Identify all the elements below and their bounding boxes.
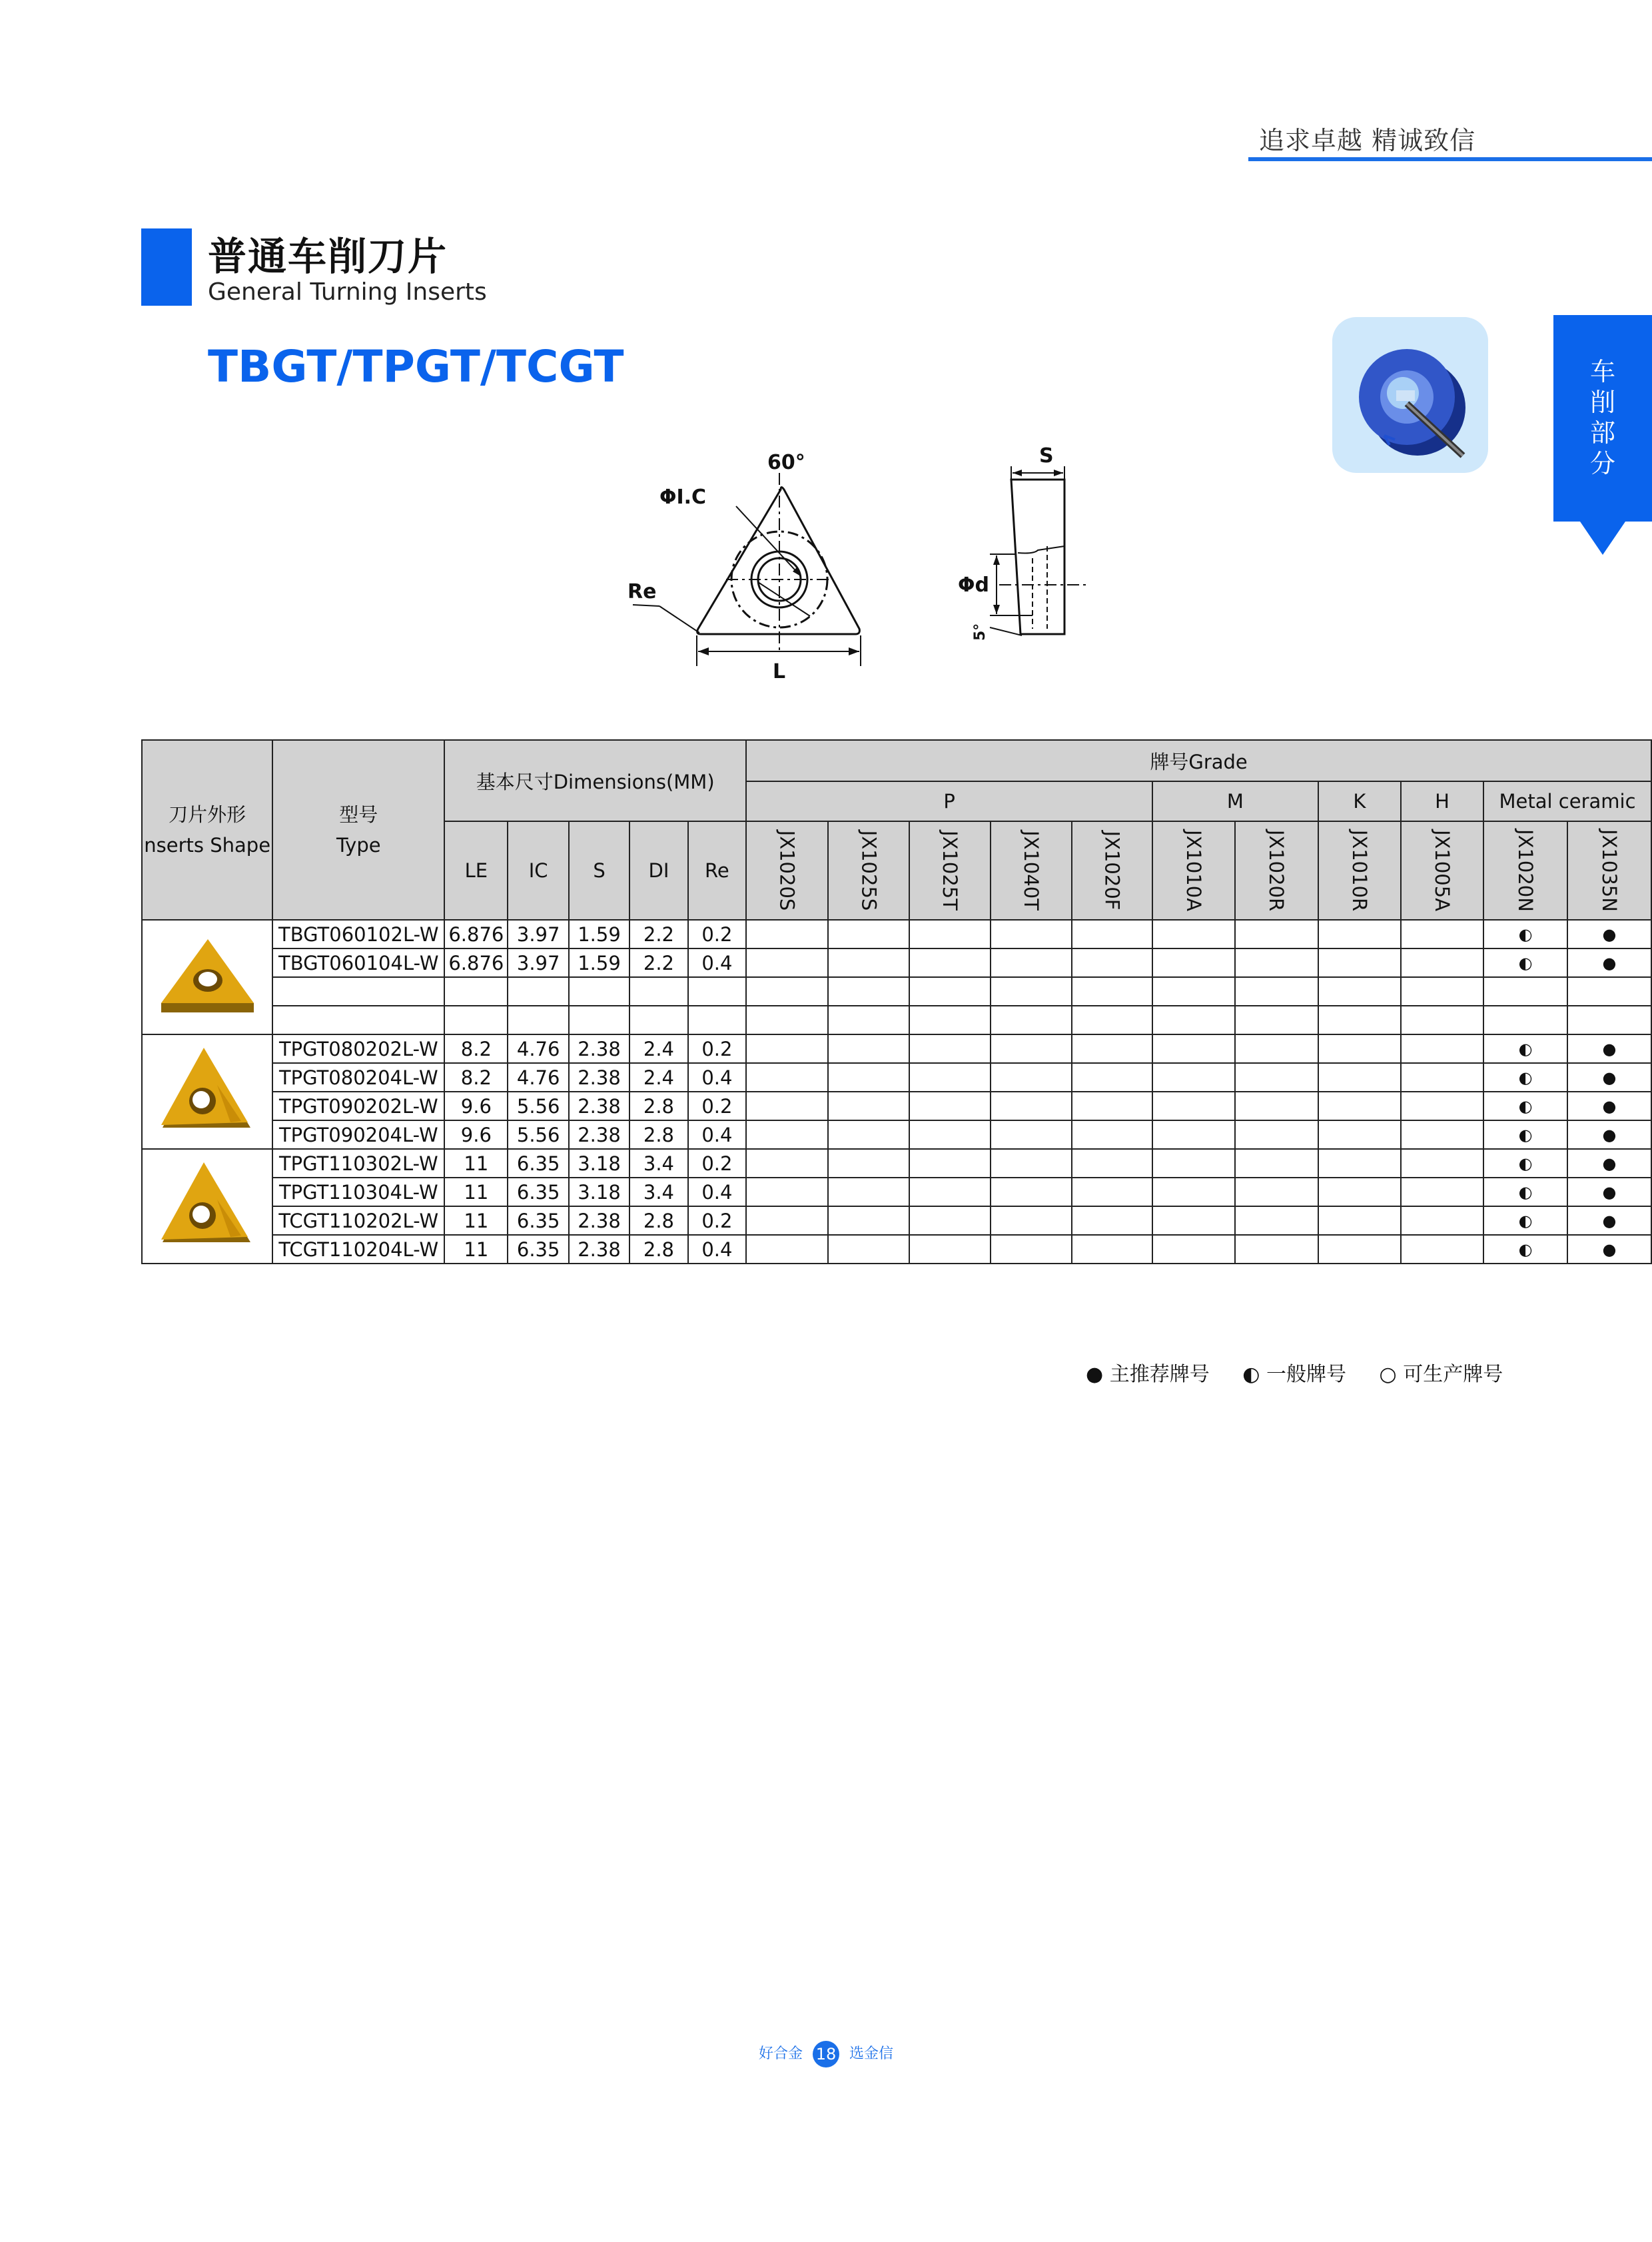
dimension-cell: 9.6 (444, 1120, 508, 1149)
page-number: 18 (813, 2041, 839, 2067)
grade-cell (991, 1006, 1072, 1034)
grade-cell (746, 1149, 828, 1178)
dimension-cell (629, 1006, 687, 1034)
grade-cell (746, 1178, 828, 1206)
dimension-cell: 6.35 (508, 1206, 568, 1235)
table-row (142, 977, 1651, 1006)
grade-cell (1235, 1120, 1318, 1149)
dimension-cell: 3.4 (629, 1178, 687, 1206)
grade-cell: ◐ (1483, 1092, 1567, 1120)
group-h: H (1401, 781, 1483, 821)
grade-cell (1235, 1149, 1318, 1178)
dimension-cell: 3.97 (508, 948, 568, 977)
dimension-cell: 0.4 (688, 948, 746, 977)
grade-col-label: JX1010A (1182, 829, 1206, 912)
grade-cell (1072, 1063, 1152, 1092)
dim-col-s: S (569, 821, 629, 920)
grade-cell (828, 1178, 910, 1206)
grade-cell (1152, 977, 1235, 1006)
grade-cell (1401, 977, 1483, 1006)
grade-cell (1235, 977, 1318, 1006)
grade-cell (1072, 1006, 1152, 1034)
grade-cell (1072, 1178, 1152, 1206)
grade-cell (828, 920, 910, 948)
dimension-cell (444, 977, 508, 1006)
dimension-cell: 11 (444, 1149, 508, 1178)
grade-cell (746, 1006, 828, 1034)
section-title-cn: 普通车削刀片 (208, 234, 448, 279)
insert-drawing (626, 440, 1106, 693)
turning-workpiece-icon (1332, 317, 1488, 473)
dimension-cell: 6.35 (508, 1178, 568, 1206)
grade-cell: ● (1567, 1149, 1651, 1178)
header-type: 型号 Type (272, 740, 444, 920)
type-cell: TPGT080204L-W (272, 1063, 444, 1092)
grade-cell (909, 977, 991, 1006)
table-row (142, 1178, 1651, 1206)
section-marker (141, 228, 192, 306)
grade-cell (1072, 1206, 1152, 1235)
grade-cell: ◐ (1483, 1149, 1567, 1178)
dim-col-le: LE (444, 821, 508, 920)
grade-cell (828, 948, 910, 977)
dimension-cell: 0.2 (688, 1206, 746, 1235)
grade-cell (1152, 1006, 1235, 1034)
grade-cell (746, 1235, 828, 1264)
group-m: M (1152, 781, 1318, 821)
header-slogan: 追求卓越 精诚致信 (1259, 126, 1476, 155)
dimension-cell: 0.2 (688, 920, 746, 948)
grade-cell (909, 1034, 991, 1063)
dimension-cell: 8.2 (444, 1063, 508, 1092)
grade-cell (909, 1178, 991, 1206)
grade-cell (1401, 1120, 1483, 1149)
grade-cell (1072, 1092, 1152, 1120)
grade-cell (1235, 1235, 1318, 1264)
grade-cell (1152, 1092, 1235, 1120)
grade-cell (1318, 1206, 1401, 1235)
grade-cell (1401, 1235, 1483, 1264)
grade-col-label: JX1020R (1265, 829, 1288, 912)
dimension-cell: 2.38 (569, 1206, 629, 1235)
grade-cell (1235, 1092, 1318, 1120)
table-row (142, 1206, 1651, 1235)
dimension-cell (688, 1006, 746, 1034)
grade-cell (1401, 920, 1483, 948)
grade-cell (1483, 977, 1567, 1006)
grade-cell: ● (1567, 1235, 1651, 1264)
type-cell: TCGT110204L-W (272, 1235, 444, 1264)
grade-cell (909, 1006, 991, 1034)
dimension-cell: 2.38 (569, 1063, 629, 1092)
grade-col-label: JX1020S (775, 830, 799, 911)
grade-cell (1567, 1006, 1651, 1034)
dimension-cell: 3.18 (569, 1178, 629, 1206)
dimension-cell (508, 1006, 568, 1034)
table-row (142, 1092, 1651, 1120)
type-cell (272, 977, 444, 1006)
grade-col (1152, 821, 1235, 920)
grade-cell (991, 1034, 1072, 1063)
grade-col (1401, 821, 1483, 920)
grade-cell (909, 1120, 991, 1149)
grade-cell: ● (1567, 1178, 1651, 1206)
grade-cell (909, 1235, 991, 1264)
dimension-cell: 0.2 (688, 1149, 746, 1178)
dimension-cell: 0.4 (688, 1235, 746, 1264)
table-row (142, 1149, 1651, 1178)
grade-cell (1152, 1149, 1235, 1178)
type-cell: TBGT060104L-W (272, 948, 444, 977)
dimension-cell: 6.35 (508, 1235, 568, 1264)
grade-col (746, 821, 828, 920)
grade-col-label: JX1010R (1348, 829, 1371, 912)
dimension-cell: 5.56 (508, 1120, 568, 1149)
grade-cell (1401, 1206, 1483, 1235)
grade-cell: ● (1567, 1120, 1651, 1149)
model-title: TBGT/TPGT/TCGT (208, 341, 624, 392)
grade-cell (746, 1034, 828, 1063)
dimension-cell: 11 (444, 1206, 508, 1235)
label-d: Φd (958, 573, 989, 597)
dimension-cell: 0.2 (688, 1092, 746, 1120)
dimension-cell: 0.4 (688, 1178, 746, 1206)
grade-cell (1401, 1034, 1483, 1063)
grade-legend (1086, 1357, 1503, 1387)
grade-cell (828, 1149, 910, 1178)
grade-cell (991, 1235, 1072, 1264)
header-dimensions: 基本尺寸Dimensions(MM) (444, 740, 746, 821)
dimension-cell: 6.876 (444, 948, 508, 977)
grade-cell (991, 1120, 1072, 1149)
header-grade: 牌号Grade (746, 740, 1651, 781)
grade-cell (746, 948, 828, 977)
grade-cell (828, 977, 910, 1006)
header-underline (1248, 157, 1652, 161)
grade-cell (991, 948, 1072, 977)
grade-cell (746, 1092, 828, 1120)
dim-col-di: DI (629, 821, 687, 920)
grade-cell (991, 977, 1072, 1006)
group-metal-ceramic: Metal ceramic (1483, 781, 1651, 821)
insert-shape-cell (142, 1149, 272, 1264)
dimension-cell (688, 977, 746, 1006)
dimension-cell: 0.2 (688, 1034, 746, 1063)
grade-cell (1072, 920, 1152, 948)
grade-cell (1401, 1178, 1483, 1206)
legend-main: ● 主推荐牌号 (1086, 1363, 1210, 1386)
dimension-cell: 2.8 (629, 1092, 687, 1120)
grade-cell (909, 1149, 991, 1178)
grade-cell (909, 920, 991, 948)
dimension-cell: 2.4 (629, 1063, 687, 1092)
grade-cell (1152, 1063, 1235, 1092)
grade-col (909, 821, 991, 920)
type-cell: TPGT090204L-W (272, 1120, 444, 1149)
dimension-cell: 6.876 (444, 920, 508, 948)
side-tab-turning[interactable] (1553, 315, 1652, 522)
dimension-cell: 2.8 (629, 1120, 687, 1149)
footer-left: 好合金 (758, 2046, 803, 2062)
grade-col (1235, 821, 1318, 920)
section-title-en: General Turning Inserts (208, 278, 487, 306)
dimension-cell: 2.4 (629, 1034, 687, 1063)
dimension-cell: 2.2 (629, 948, 687, 977)
grade-cell: ◐ (1483, 1178, 1567, 1206)
grade-cell: ◐ (1483, 948, 1567, 977)
grade-cell (1401, 1149, 1483, 1178)
grade-cell (909, 948, 991, 977)
grade-cell (828, 1063, 910, 1092)
grade-col-label: JX1020F (1100, 831, 1124, 911)
table-row (142, 1063, 1651, 1092)
grade-cell: ● (1567, 1034, 1651, 1063)
type-cell: TPGT080202L-W (272, 1034, 444, 1063)
grade-cell (1235, 1178, 1318, 1206)
dimension-cell: 0.4 (688, 1120, 746, 1149)
grade-col (828, 821, 910, 920)
label-ic: ΦI.C (659, 486, 707, 509)
dimension-cell: 2.38 (569, 1034, 629, 1063)
spec-table (141, 739, 1652, 1264)
type-cell: TCGT110202L-W (272, 1206, 444, 1235)
grade-cell (1235, 948, 1318, 977)
grade-cell (1072, 1149, 1152, 1178)
grade-cell: ● (1567, 948, 1651, 977)
type-cell: TBGT060102L-W (272, 920, 444, 948)
grade-cell (1401, 1063, 1483, 1092)
dimension-cell: 11 (444, 1178, 508, 1206)
grade-cell (1318, 1149, 1401, 1178)
header-shape: 刀片外形 nserts Shape (142, 740, 272, 920)
grade-cell: ◐ (1483, 1120, 1567, 1149)
side-tab-arrow (1580, 522, 1625, 555)
grade-cell (909, 1092, 991, 1120)
grade-cell (1318, 1034, 1401, 1063)
label-l: L (773, 660, 786, 683)
grade-cell (1072, 1235, 1152, 1264)
grade-cell (991, 920, 1072, 948)
grade-cell (1401, 1006, 1483, 1034)
dimension-cell: 2.8 (629, 1206, 687, 1235)
dimension-cell: 3.97 (508, 920, 568, 948)
label-5deg: 5° (972, 623, 989, 641)
grade-col (991, 821, 1072, 920)
type-cell: TPGT110304L-W (272, 1178, 444, 1206)
grade-cell (1072, 1120, 1152, 1149)
dimension-cell (569, 977, 629, 1006)
grade-cell (1152, 1206, 1235, 1235)
grade-cell (1235, 1006, 1318, 1034)
grade-cell (1318, 1092, 1401, 1120)
grade-cell (1318, 948, 1401, 977)
dimension-cell: 2.38 (569, 1235, 629, 1264)
dimension-cell: 1.59 (569, 920, 629, 948)
grade-cell (828, 1235, 910, 1264)
grade-col-label: JX1035N (1597, 829, 1621, 912)
dimension-cell: 8.2 (444, 1034, 508, 1063)
dimension-cell: 6.35 (508, 1149, 568, 1178)
table-row (142, 1235, 1651, 1264)
grade-cell (746, 1063, 828, 1092)
dimension-cell (629, 977, 687, 1006)
grade-cell: ◐ (1483, 1206, 1567, 1235)
turning-icon-card (1332, 317, 1488, 473)
grade-col (1072, 821, 1152, 920)
grade-cell (1235, 1063, 1318, 1092)
dimension-cell: 2.2 (629, 920, 687, 948)
grade-cell (1318, 920, 1401, 948)
grade-cell: ● (1567, 1206, 1651, 1235)
grade-cell (1318, 1006, 1401, 1034)
grade-col (1318, 821, 1401, 920)
grade-cell (1235, 920, 1318, 948)
grade-cell (1567, 977, 1651, 1006)
grade-cell: ● (1567, 1063, 1651, 1092)
grade-cell (828, 1006, 910, 1034)
grade-col (1567, 821, 1651, 920)
grade-cell (1318, 977, 1401, 1006)
grade-cell (991, 1149, 1072, 1178)
dim-col-ic: IC (508, 821, 568, 920)
grade-cell (828, 1034, 910, 1063)
dimension-cell (508, 977, 568, 1006)
grade-cell (991, 1178, 1072, 1206)
grade-cell (1401, 948, 1483, 977)
grade-cell (1318, 1120, 1401, 1149)
grade-cell: ● (1567, 1092, 1651, 1120)
table-row (142, 1120, 1651, 1149)
grade-col-label: JX1025S (857, 830, 881, 911)
dimension-cell: 5.56 (508, 1092, 568, 1120)
dimension-cell: 2.38 (569, 1120, 629, 1149)
grade-cell: ◐ (1483, 1063, 1567, 1092)
grade-cell (991, 1092, 1072, 1120)
label-re: Re (627, 580, 657, 603)
table-row (142, 920, 1651, 948)
footer-right: 选金信 (849, 2046, 894, 2062)
grade-cell (1235, 1206, 1318, 1235)
page-footer (666, 2041, 986, 2067)
table-row (142, 1006, 1651, 1034)
grade-cell (991, 1063, 1072, 1092)
label-60deg: 60° (767, 451, 805, 474)
grade-cell (1072, 1034, 1152, 1063)
grade-cell (1152, 1120, 1235, 1149)
insert-thumbnail-icon (157, 1045, 257, 1138)
grade-cell (909, 1063, 991, 1092)
grade-cell (1152, 920, 1235, 948)
grade-cell: ◐ (1483, 920, 1567, 948)
table-row (142, 1034, 1651, 1063)
spec-table-body (142, 920, 1651, 1264)
group-k: K (1318, 781, 1401, 821)
grade-cell (1483, 1006, 1567, 1034)
table-row (142, 948, 1651, 977)
grade-cell (828, 1120, 910, 1149)
insert-shape-cell (142, 920, 272, 1034)
grade-cell: ◐ (1483, 1235, 1567, 1264)
type-cell: TPGT090202L-W (272, 1092, 444, 1120)
insert-thumbnail-icon (157, 934, 257, 1020)
grade-cell (1318, 1235, 1401, 1264)
side-tab-label: 车 削 部 分 (1589, 357, 1615, 478)
dimension-cell: 3.18 (569, 1149, 629, 1178)
label-s: S (1039, 444, 1054, 468)
grade-cell: ◐ (1483, 1034, 1567, 1063)
grade-cell (909, 1206, 991, 1235)
insert-thumbnail-icon (157, 1160, 257, 1253)
grade-cell (1152, 1034, 1235, 1063)
dimension-cell (569, 1006, 629, 1034)
grade-col-label: JX1020N (1514, 829, 1537, 912)
grade-cell (746, 977, 828, 1006)
dimension-cell: 4.76 (508, 1034, 568, 1063)
dim-col-re: Re (688, 821, 746, 920)
dimension-cell (444, 1006, 508, 1034)
grade-cell (1235, 1034, 1318, 1063)
type-cell (272, 1006, 444, 1034)
grade-cell (1072, 977, 1152, 1006)
dimension-cell: 2.38 (569, 1092, 629, 1120)
legend-general: ◐ 一般牌号 (1242, 1363, 1346, 1386)
grade-cell: ● (1567, 920, 1651, 948)
grade-col-label: JX1005A (1431, 829, 1454, 912)
grade-cell (1072, 948, 1152, 977)
dimension-cell: 1.59 (569, 948, 629, 977)
grade-col-label: JX1040T (1020, 831, 1043, 911)
grade-cell (991, 1206, 1072, 1235)
grade-cell (746, 920, 828, 948)
grade-cell (1152, 1235, 1235, 1264)
dimension-cell: 0.4 (688, 1063, 746, 1092)
dimension-cell: 2.8 (629, 1235, 687, 1264)
dimension-cell: 3.4 (629, 1149, 687, 1178)
type-cell: TPGT110302L-W (272, 1149, 444, 1178)
dimension-cell: 11 (444, 1235, 508, 1264)
dimension-cell: 9.6 (444, 1092, 508, 1120)
grade-cell (746, 1120, 828, 1149)
insert-shape-cell (142, 1034, 272, 1149)
grade-cell (1152, 1178, 1235, 1206)
grade-cell (1152, 948, 1235, 977)
grade-cell (1318, 1063, 1401, 1092)
grade-cell (1318, 1178, 1401, 1206)
grade-cell (828, 1092, 910, 1120)
grade-col (1483, 821, 1567, 920)
dimension-cell: 4.76 (508, 1063, 568, 1092)
grade-cell (828, 1206, 910, 1235)
legend-producible: ○ 可生产牌号 (1379, 1363, 1503, 1386)
grade-cell (746, 1206, 828, 1235)
grade-col-label: JX1025T (939, 831, 962, 911)
grade-cell (1401, 1092, 1483, 1120)
group-p: P (746, 781, 1152, 821)
